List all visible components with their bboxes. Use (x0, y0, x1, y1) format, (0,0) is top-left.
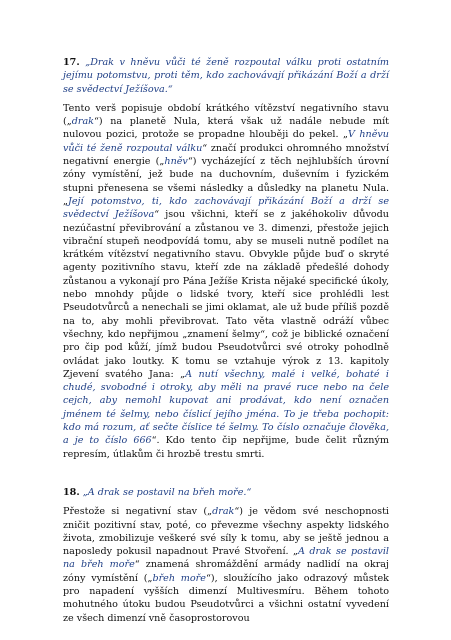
body-text: “) na planetě Nula, která však už nadále nebude mít nulovou pozici, protože se propadne hlouběji do pekel. „ (63, 116, 389, 141)
section-18-number: 18. (63, 486, 80, 498)
body-text: Tento verš popisuje období krátkého vítězství negativního stavu („ (63, 102, 389, 128)
quoted-phrase: A drak se postavil na břeh moře (63, 546, 389, 571)
quoted-phrase: Její potomstvo, ti, kdo zachovávají přikázání Boží a drží se svědectví Ježíšova (63, 195, 389, 221)
body-text: Přestože si negativní stav („ (63, 506, 213, 518)
section-17-heading (63, 56, 389, 96)
quoted-phrase: drak (71, 116, 94, 128)
section-17-number: 17. (63, 57, 80, 68)
body-text: “ znamená shromáždění armády nadlidí na okraj zóny vymístění („ (63, 559, 390, 584)
section-17-quote: „Drak v hněvu vůči té ženě rozpoutal válku proti ostatním jejímu potomstvu, proti těm, kdo zachovávají přikázání Boží a drží se svědectví Ježíšova.“ (63, 57, 389, 95)
section-17-body (63, 102, 389, 461)
quoted-phrase: V hněvu vůči té ženě rozpoutal válku (63, 129, 389, 154)
body-text: “. Kdo tento čip nepřijme, bude čelit různým represím, útlakům či hrozbě trestu smrti. (63, 435, 389, 460)
document-page (63, 56, 389, 625)
quoted-phrase: A nutí všechny, malé i velké, bohaté i chudé, svobodné i otroky, aby měli na pravé ruce nebo na čele cejch, aby nemohl kupovat ani prodávat, kdo není označen jménem té šelmy, nebo číslicí jejího jména. To je třeba pochopit: kdo má rozum, ať sečte číslice té šelmy. To číslo označuje člověka, a je to číslo 666 (63, 368, 389, 447)
body-text: “ jsou všichni, kteří se z jakéhokoliv důvodu nezúčastní převibrování a zůstanou ve 3. dimenzi, přestože jejich vibrační stupeň neodpovídá tomu, aby se museli nutně podílet na krátkém vítězství negativního stavu. Obvykle půjde buď o skryté agenty pozitivního stavu, kteří zde na základě předešlé dohody zůstanou a vykonají pro Pána Ježíše Krista nějaké specifické úkoly, nebo mnohdy půjde o lidské tvory, kteří sice prohlédli lest Pseudotvůrců a nenechali se jimi oklamat, ale už bude příliš pozdě na to, aby mohli převibrovat. Tato věta vlastně odráží vůbec všechny, kdo nepřijmou „znamení šelmy“, což je biblické označení pro čip pod kůží, jímž budou Pseudotvůrci své otroky pohodlně ovládat jako loutky. K tomu se vztahuje výrok z 13. kapitoly Zjevení svatého Jana: „ (63, 209, 389, 380)
section-18-quote: „A drak se postavil na břeh moře.“ (82, 486, 252, 498)
quoted-phrase: břeh moře (152, 572, 206, 584)
body-text: “ značí produkci ohromného množství negativní energie („ (63, 142, 389, 168)
quoted-phrase: drak (212, 506, 235, 518)
section-18-heading (63, 486, 389, 499)
section-18-body (63, 505, 389, 625)
body-text: “) vycházející z těch nejhlubších úrovní zóny vymístění, jež bude na duchovním, duševním i fyzickém stupni přenesena se všemi následky a důsledky na planetu Nula. „ (63, 156, 389, 207)
quoted-phrase: hněv (164, 156, 188, 168)
section-18 (63, 486, 389, 625)
body-text: “), sloužícího jako odrazový můstek pro napadení vyšších dimenzí Multivesmíru. Během tohoto mohutného útoku budou Pseudotvůrci a všichni ostatní vyvedení ze všech dimenzí vně časoprostorovou (63, 572, 389, 624)
body-text: “) je vědom své neschopnosti zničit pozitivní stav, poté, co převezme všechny aspekty lidského života, zmobilizuje veškeré své síly k tomu, aby se ještě jednou a naposledy pokusil napadnout Pravé Stvoření. „ (63, 506, 389, 558)
